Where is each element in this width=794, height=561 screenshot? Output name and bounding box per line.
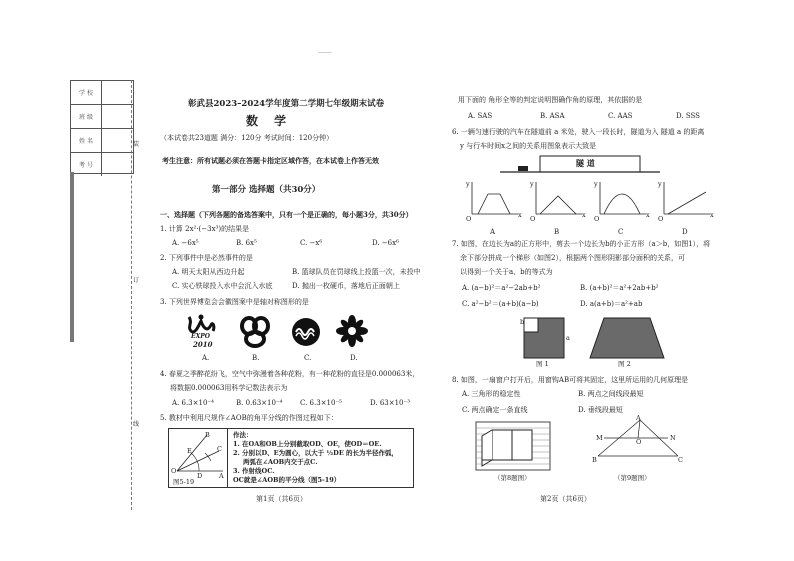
student-info-box: [70, 80, 134, 174]
class-label: 班 级: [71, 105, 102, 128]
box-line-5: 3. 作射线OC.: [233, 467, 275, 475]
q6-graphs: y O x y O x y O x y O x: [466, 180, 714, 223]
q8-stem: 8. 如图，一扇窗户打开后，用窗钩AB可将其固定，这里所运用的几何原理是: [452, 376, 689, 384]
q5-option-d: D. SSS: [676, 112, 700, 120]
fig-label-a: A: [219, 472, 224, 480]
exam-number-label: 考 号: [71, 153, 102, 176]
fig-label-e: E: [187, 447, 192, 455]
fig7-label-a: a: [566, 334, 570, 342]
fig9-caption: （第9题图）: [614, 474, 651, 482]
box-line-1: 作法：: [233, 431, 253, 439]
expo-logo-d: [336, 315, 368, 347]
fig9-label-b: B: [592, 456, 597, 464]
q2-option-d: D. 抛出一枚硬币，落地后正面朝上: [292, 282, 400, 290]
graph-label-c: C: [618, 228, 624, 236]
q8-option-b: B. 两点之间线段最短: [578, 390, 644, 398]
q4-stem-2: 将数据0.000063用科学记数法表示为: [170, 384, 288, 392]
q8-option-c: C. 两点确定一条直线: [462, 406, 528, 414]
cut-char-1: 装: [133, 141, 140, 148]
expo-logo-a: [183, 313, 219, 353]
q4-option-c: C. 6.3×10⁻⁵: [300, 399, 342, 407]
q5-option-a: A. SAS: [468, 112, 493, 120]
q6-stem-1: 6. 一辆匀速行驶的汽车在隧道前 a 米处，驶入一段长时，隧道为入 隧道 a 的距离: [452, 128, 705, 136]
q5-continued: 用下面的 角形全等的判定说明图确作角的原理，其依据的是: [458, 96, 643, 104]
q4-stem-1: 4. 春夏之季醉花纷飞，空气中弥漫着各种花粉，有一种花粉的直径是0.000063米，: [160, 370, 420, 378]
fig9-label-c: C: [678, 456, 683, 464]
fig8-caption: （第8题图）: [494, 474, 531, 482]
figure-5-19: [169, 429, 228, 487]
cut-char-2: 订: [133, 277, 140, 284]
triangle-figure: [592, 414, 688, 468]
box-line-4: 两弧在∠AOB内交于点C.: [243, 458, 318, 466]
q7-stem-3: 以得到一个关于a、b的等式为: [460, 268, 553, 276]
q4-option-a: A. 6.3×10⁻⁴: [172, 399, 214, 407]
q7-stem-2: 余下部分拼成一个梯形（如图2），根据两个图形阴影部分面积的关系，可: [460, 254, 685, 262]
expo-logo-c: [291, 317, 321, 347]
graph-label-a: A: [490, 228, 496, 236]
expo-year: 2010: [193, 340, 213, 349]
fig7-label-b: b: [520, 318, 525, 326]
expo-logo-b: [240, 316, 270, 348]
q8-option-a: A. 三角形的稳定性: [462, 390, 521, 398]
tunnel-figure: [500, 154, 660, 176]
fig-caption-5-19: 图5-19: [173, 478, 195, 486]
fig7-caption-2: 图 2: [618, 360, 631, 368]
box-line-3: 2. 分别以D、E为圆心，以大于 ½DE 的长为半径作弧，: [233, 449, 399, 457]
name-label: 姓 名: [71, 129, 102, 152]
q5-option-b: B. ASA: [540, 112, 565, 120]
q6-stem-2: y 与行车时间x之间的关系用图象表示大致是: [460, 142, 597, 150]
fig-label-d: D: [197, 472, 203, 480]
q2-option-c: C. 实心铁球投入水中会沉入水底: [172, 282, 273, 290]
page-1-footer: 第1页（共6页）: [256, 495, 307, 503]
q4-option-b: B. 0.63×10⁻⁴: [236, 399, 283, 407]
school-label: 学 校: [71, 81, 102, 104]
q1-stem: 1. 计算 2x²·(−3x³)的结果是: [160, 225, 250, 233]
q7-option-a: A. (a−b)²＝a²−2ab+b²: [462, 284, 541, 292]
q7-option-b: B. (a+b)²＝a²+2ab+b²: [580, 284, 659, 292]
q5-stem: 5. 教材中利用尺规作∠AOB的角平分线的作图过程如下：: [160, 414, 338, 422]
q3-option-a: A.: [202, 354, 210, 362]
q8-option-d: D. 垂线段最短: [578, 406, 623, 414]
exam-meta: （本试卷共23道题 满分：120分 考试时间：120分钟）: [160, 134, 334, 142]
fig-label-c: C: [217, 445, 222, 453]
window-figure: [474, 420, 552, 472]
part-one-heading: 第一部分 选择题（共30分）: [212, 185, 321, 195]
exam-notice: 考生注意：所有试题必须在答题卡指定区域作答，在本试卷上作答无效: [162, 156, 379, 165]
fig7-caption-1: 图 1: [536, 360, 549, 368]
q5-option-c: C. AAS: [608, 112, 633, 120]
fig-label-o: O: [171, 467, 177, 475]
q3-option-b: B.: [252, 354, 260, 362]
q3-option-d: D.: [350, 354, 358, 362]
q2-option-a: A. 明天太阳从西边升起: [172, 268, 245, 276]
cut-char-3: 线: [133, 421, 140, 428]
binding-edge: [70, 172, 74, 342]
q2-stem: 2. 下列事件中是必然事件的是: [160, 254, 253, 262]
fig-label-b: B: [205, 431, 210, 439]
cut-line: [131, 80, 132, 510]
q2-option-b: B. 篮球队员在罚球线上投篮一次，未投中: [292, 268, 421, 276]
fig9-label-a: A: [636, 414, 641, 422]
q1-option-c: C. −x⁶: [300, 239, 323, 247]
graph-label-b: B: [554, 228, 560, 236]
q7-stem-1: 7. 如图，在边长为a的正方形中，剪去一个边长为b的小正方形（a＞b，如图1），将: [452, 240, 711, 248]
expo-text: EXPO: [191, 333, 210, 340]
fig9-label-n: N: [670, 434, 676, 442]
tunnel-label: 隧 道: [576, 158, 595, 168]
q7-option-c: C. a²−b²＝(a+b)(a−b): [462, 300, 539, 308]
q1-option-a: A. −6x⁵: [172, 239, 199, 247]
section-heading: 一、选择题（下列各题的备选答案中，只有一个是正确的，每小题3分，共30分）: [160, 210, 413, 219]
construction-box: [168, 428, 414, 488]
top-mark: ——: [318, 48, 332, 56]
subject-title: 数 学: [246, 114, 293, 128]
fig9-label-o: O: [636, 438, 642, 446]
q1-option-b: B. 6x⁵: [236, 239, 257, 247]
q3-option-c: C.: [304, 354, 312, 362]
q1-option-d: D. −6x⁶: [372, 239, 399, 247]
page-2-footer: 第2页（共6页）: [540, 495, 591, 503]
q7-option-d: D. a(a+b)＝a²+ab: [580, 300, 643, 308]
exam-title: 彰武县2023–2024学年度第二学期七年级期末试卷: [188, 99, 385, 109]
graph-label-d: D: [682, 228, 688, 236]
fig9-label-m: M: [596, 434, 603, 442]
box-line-2: 1. 在OA和OB上分别截取OD、OE，使OD＝OE.: [233, 440, 382, 448]
q7-figures: [520, 314, 670, 370]
box-line-6: OC就是∠AOB的平分线（图5-19）: [233, 476, 341, 484]
q3-stem: 3. 下列世界博览会会徽图案中是轴对称图形的是: [160, 298, 309, 306]
q4-option-d: D. 63×10⁻³: [370, 399, 410, 407]
